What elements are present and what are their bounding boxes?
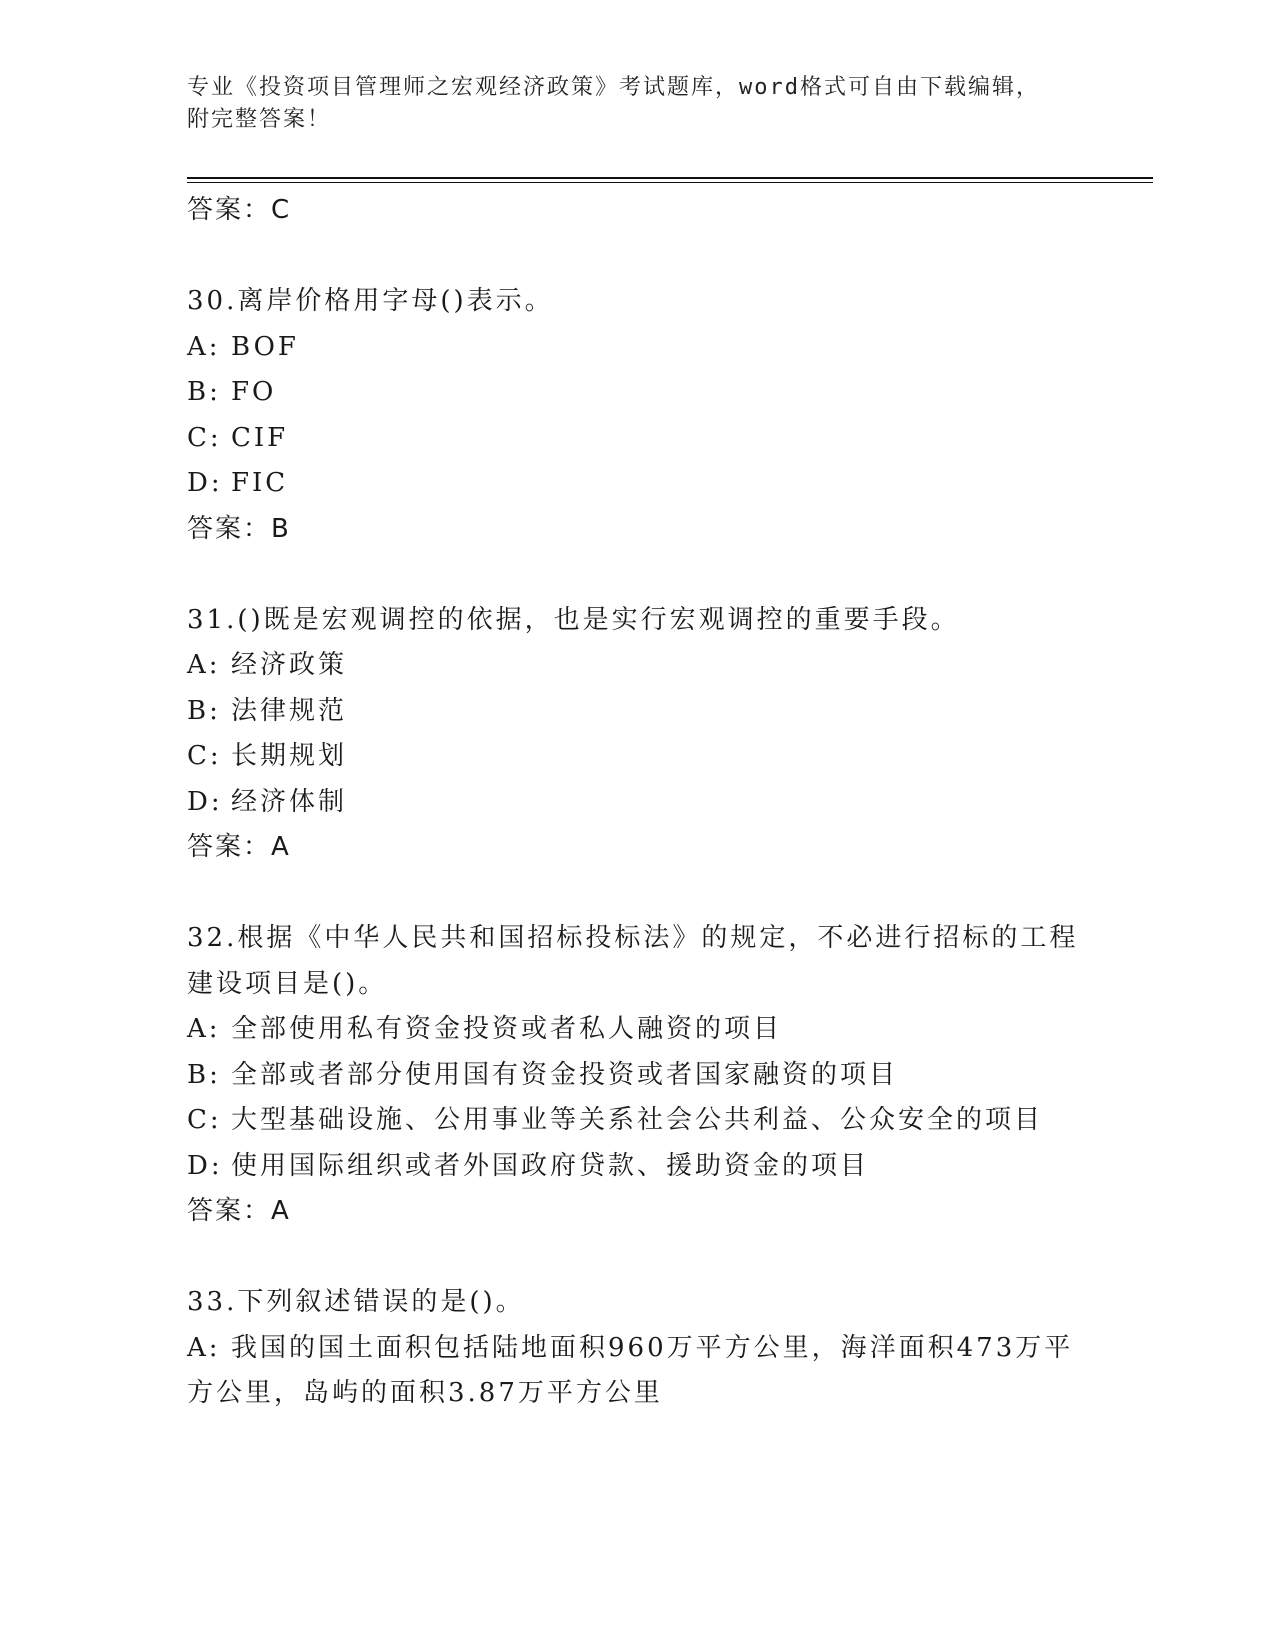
- option-b: [187, 689, 1087, 735]
- header-divider-thin: [187, 182, 1153, 183]
- question-stem: 33.下列叙述错误的是()。: [187, 1287, 525, 1317]
- header-line-2: 附完整答案！: [187, 107, 332, 132]
- question-31: [187, 598, 1087, 871]
- option-key: B:: [187, 377, 221, 407]
- header-line-1: 专业《投资项目管理师之宏观经济政策》考试题库，word格式可自由下载编辑，: [187, 75, 1040, 100]
- option-key: B:: [187, 695, 221, 726]
- option-key: D:: [187, 786, 223, 817]
- option-d: [187, 780, 1087, 826]
- spacer: [187, 871, 1087, 917]
- header-divider-thick: [187, 177, 1153, 179]
- option-key: B:: [187, 1059, 221, 1090]
- option-a: [187, 1326, 1087, 1372]
- question-stem-continued: 建设项目是()。: [187, 968, 388, 999]
- document-header: [187, 72, 1067, 136]
- option-text: 全部使用私有资金投资或者私人融资的项目: [231, 1014, 783, 1044]
- option-c: [187, 734, 1087, 780]
- option-text: 经济政策: [231, 650, 348, 680]
- option-text: 使用国际组织或者外国政府贷款、援助资金的项目: [231, 1150, 870, 1181]
- question-stem: 30.离岸价格用字母()表示。: [187, 286, 554, 316]
- option-key: A:: [187, 1014, 221, 1044]
- option-a: [187, 325, 1087, 371]
- option-text: 我国的国土面积包括陆地面积960万平方公里，海洋面积473万平: [231, 1332, 1074, 1363]
- option-text: 大型基础设施、公用事业等关系社会公共利益、公众安全的项目: [231, 1105, 1044, 1135]
- option-text: CIF: [231, 422, 289, 453]
- option-text: 经济体制: [231, 786, 348, 817]
- question-stem: 31.()既是宏观调控的依据，也是实行宏观调控的重要手段。: [187, 604, 960, 635]
- option-d: [187, 461, 1087, 507]
- option-a-continued: 方公里，岛屿的面积3.87万平方公里: [187, 1378, 663, 1408]
- option-a: [187, 1007, 1087, 1053]
- option-text: FIC: [231, 468, 289, 498]
- option-text: 长期规划: [231, 741, 348, 771]
- spacer: [187, 234, 1087, 280]
- option-key: A:: [187, 331, 221, 362]
- option-text: 全部或者部分使用国有资金投资或者国家融资的项目: [231, 1059, 899, 1090]
- option-key: A:: [187, 1332, 221, 1363]
- option-text: BOF: [231, 331, 299, 362]
- question-32: [187, 916, 1087, 1235]
- answer: 答案：A: [187, 1196, 291, 1226]
- option-b: [187, 370, 1087, 416]
- answer: 答案：B: [187, 513, 291, 544]
- option-text: 法律规范: [231, 695, 348, 726]
- option-c: [187, 1098, 1087, 1144]
- option-b: [187, 1053, 1087, 1099]
- option-key: D:: [187, 468, 223, 498]
- question-stem: 32.根据《中华人民共和国招标投标法》的规定，不必进行招标的工程: [187, 923, 1079, 953]
- option-key: A:: [187, 650, 221, 680]
- option-d: [187, 1144, 1087, 1190]
- question-33: [187, 1280, 1087, 1417]
- option-key: C:: [187, 1105, 222, 1135]
- option-c: [187, 416, 1087, 462]
- option-key: D:: [187, 1150, 223, 1181]
- option-key: C:: [187, 741, 222, 771]
- option-key: C:: [187, 422, 222, 453]
- question-30: [187, 279, 1087, 552]
- spacer: [187, 552, 1087, 598]
- question-list: [187, 188, 1087, 1417]
- spacer: [187, 1235, 1087, 1281]
- answer: 答案：A: [187, 832, 291, 862]
- previous-answer: 答案：C: [187, 195, 292, 225]
- option-text: FO: [231, 377, 277, 407]
- option-a: [187, 643, 1087, 689]
